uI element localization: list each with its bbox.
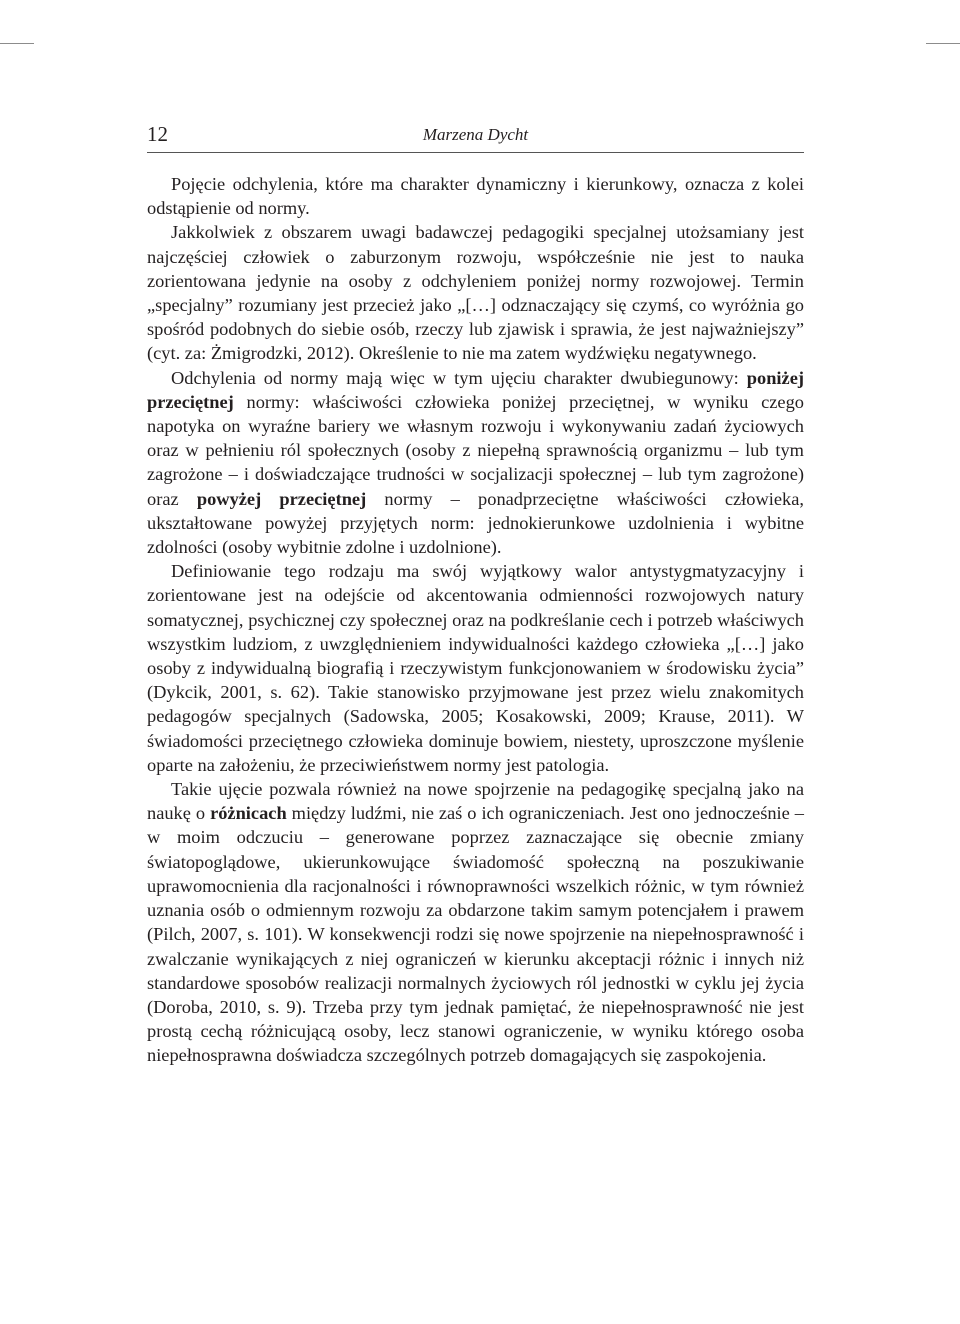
paragraph-3-text-d: normy – ponadprzeciętne właściwości człowieka, ukształtowane powyżej przyjętych norm: jednokierunkowe uzdolnienia i wybitne zdolności (osoby wybitnie zdolne i uzdolnione).	[147, 488, 804, 558]
paragraph-3-text-a: Odchylenia od normy mają więc w tym ujęciu charakter dwubiegunowy:	[171, 367, 747, 388]
crop-mark-left	[0, 43, 34, 44]
crop-mark-right	[926, 43, 960, 44]
paragraph-3-text-c: normy: właściwości człowieka poniżej przeciętnej, w wyniku czego napotyka on wyraźne bariery we własnym rozwoju i wykonywaniu zadań życiowych oraz w pełnieniu ról społecznych (osoby z niepełną sprawnością organizmu – lub tym zagrożone – i doświadczające trudności w socjalizacji społecznej – lub tym zagrożone) oraz	[147, 391, 804, 509]
page-header	[147, 122, 804, 153]
paragraph-5-text-a: Takie ujęcie pozwala również na nowe spojrzenie na pedagogikę specjalną jako na naukę o	[147, 779, 804, 824]
paragraph-1: Pojęcie odchylenia, które ma charakter dynamiczny i kierunkowy, oznacza z kolei odstąpienie od normy.	[147, 174, 804, 219]
running-head-author: Marzena Dycht	[422, 125, 529, 144]
body-text	[147, 172, 804, 1068]
bold-term-differences: różnicach	[210, 803, 287, 824]
page-number: 12	[147, 122, 168, 146]
paragraph-2: Jakkolwiek z obszarem uwagi badawczej pedagogiki specjalnej utożsamiany jest najczęściej człowiek o zaburzonym rozwoju, współcześnie nie jest to nauka zorientowana jedynie na osoby z odchyleniem poniżej normy rozwojowej. Termin „specjalny” rozumiany jest przecież jako „[…] odznaczający się czymś, co wyróżnia go spośród podobnych do siebie osób, rzeczy lub zjawisk i sprawia, że jest najważniejszy” (cyt. za: Żmigrodzki, 2012). Określenie to nie ma zatem wydźwięku negatywnego.	[147, 222, 804, 364]
paragraph-4: Definiowanie tego rodzaju ma swój wyjątkowy walor antystygmatyzacyjny i zorientowane jest na odejście od akcentowania odmienności rozwojowych natury somatycznej, psychicznej czy społecznej oraz na podkreślanie cech i potrzeb właściwych wszystkim ludziom, z uwzględnieniem indywidualności każdego człowieka „[…] jako osoby z indywidualną biografią i rzeczywistym funkcjonowaniem w środowisku życia” (Dykcik, 2001, s. 62). Takie stanowisko przyjmowane jest przez wielu znakomitych pedagogów specjalnych (Sadowska, 2005; Kosakowski, 2009; Krause, 2011). W świadomości przeciętnego człowieka dominuje bowiem, niestety, uproszczone myślenie oparte na założeniu, że przeciwieństwem normy jest patologia.	[147, 561, 804, 775]
bold-term-above-average: powyżej przeciętnej	[196, 488, 367, 509]
paragraph-5	[147, 777, 804, 1067]
paragraph-3	[147, 366, 804, 560]
bold-term-below-average: poniżej przeciętnej	[147, 367, 804, 412]
paragraph-5-text-c: między ludźmi, nie zaś o ich ograniczeniach. Jest ono jednocześnie – w moim odczuciu – generowane poprzez zaznaczające się obecnie zmiany światopoglądowe, ukierunkowujące świadomość społeczną na poszukiwanie uprawomocnienia dla racjonalności i równoprawności wszelkich różnic, w tym również uznania osób o odmiennym rozwoju za obdarzone takim samym potencjałem i prawem (Pilch, 2007, s. 101). W konsekwencji rodzi się nowe spojrzenie na niepełnosprawność i zwalczanie wynikających z niej ograniczeń w kierunku akceptacji różnic i innych niż standardowe sposobów realizacji normalnych życiowych ról jednostki w cyklu jej życia (Doroba, 2010, s. 9). Trzeba przy tym jednak pamiętać, że niepełnosprawność nie jest prostą cechą różnicującą osoby, lecz stanowi ograniczenie, w wyniku którego osoba niepełnosprawna doświadcza szczególnych potrzeb domagających się zaspokojenia.	[147, 803, 804, 1066]
